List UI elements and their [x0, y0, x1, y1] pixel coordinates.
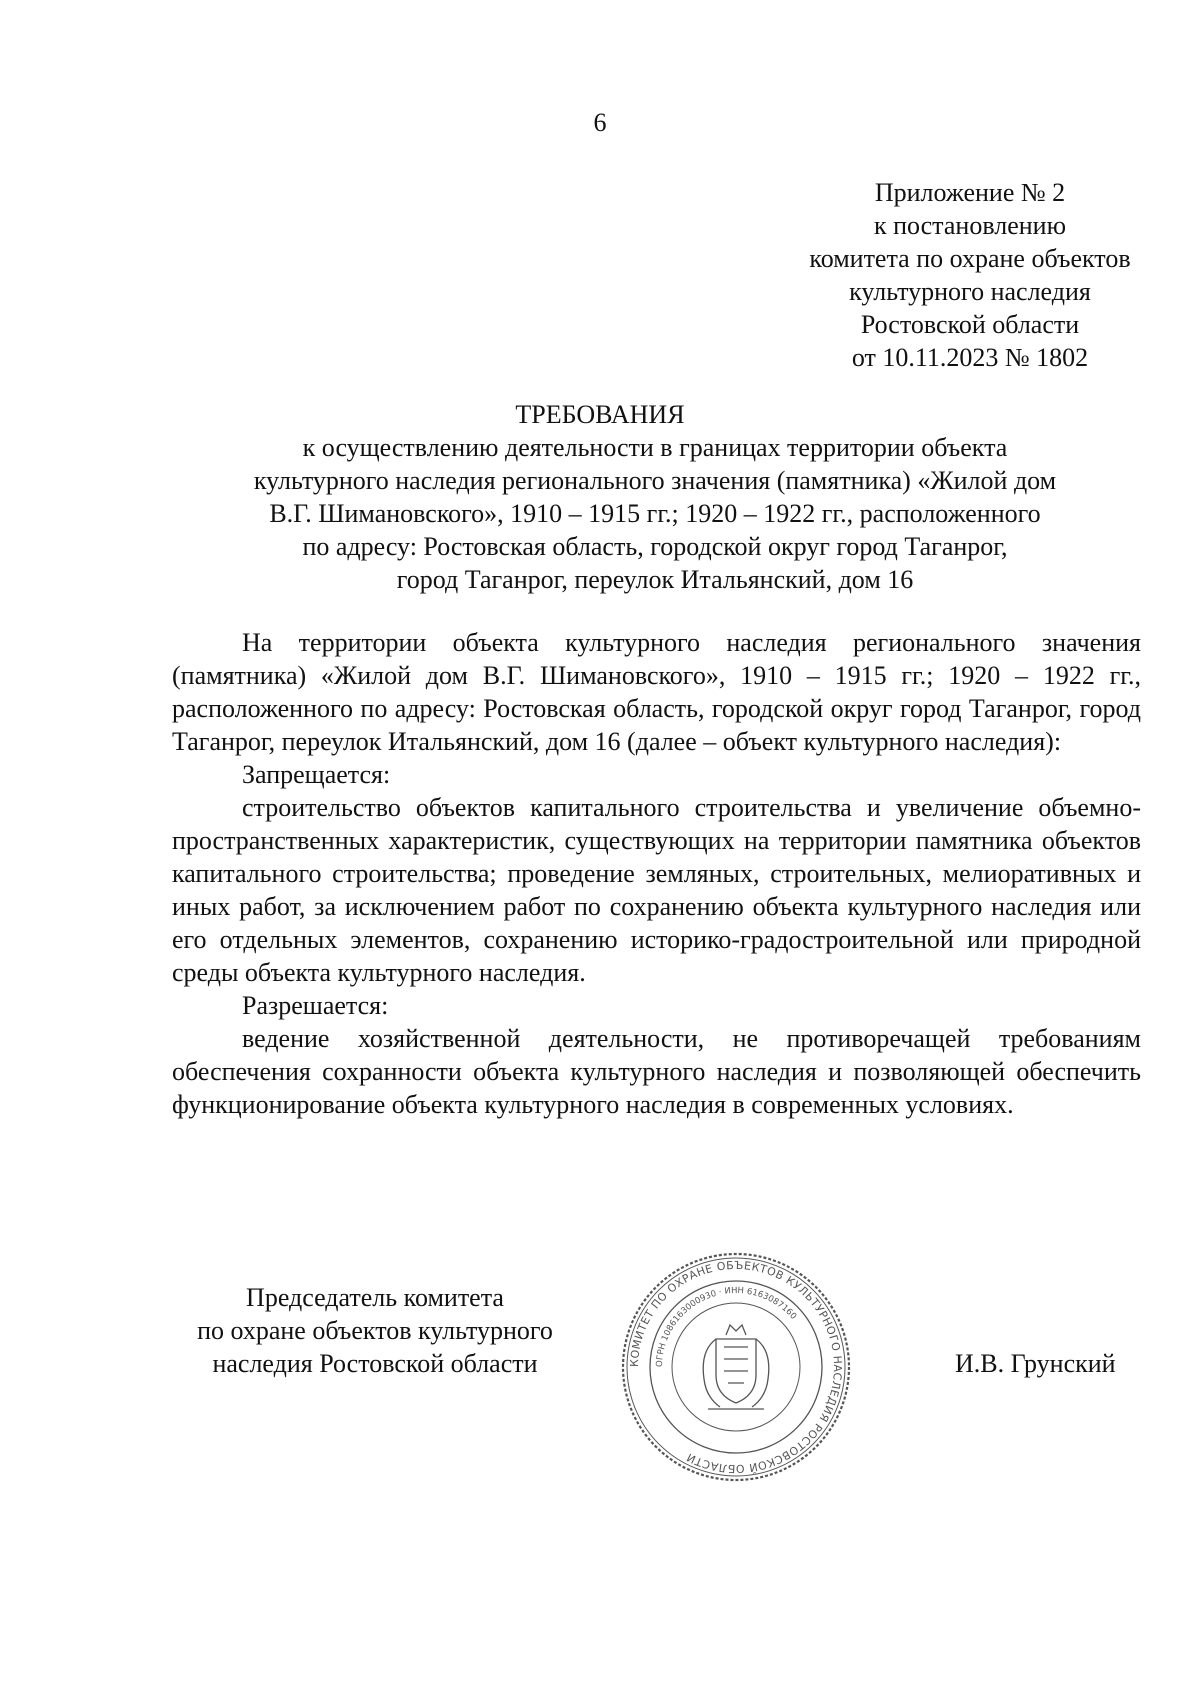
- page-number: 6: [593, 108, 607, 137]
- stamp-outer-text: КОМИТЕТ ПО ОХРАНЕ ОБЪЕКТОВ КУЛЬТУРНОГО НАСЛЕДИЯ РОСТОВСКОЙ ОБЛАСТИ: [627, 1258, 845, 1476]
- appendix-header: [740, 176, 1200, 374]
- appendix-line: к постановлению: [873, 211, 1067, 240]
- document-title: ТРЕБОВАНИЯ: [515, 400, 685, 429]
- appendix-line: комитета по охране объектов: [809, 244, 1131, 273]
- position-line: Председатель комитета: [246, 1283, 504, 1312]
- document-body: [172, 626, 1141, 1121]
- appendix-line: культурного наследия: [849, 277, 1091, 306]
- appendix-line: Ростовской области: [860, 310, 1080, 339]
- subtitle-line: по адресу: Ростовская область, городской округ город Таганрог,: [302, 532, 1008, 561]
- official-seal-stamp: [620, 1251, 852, 1483]
- position-line: наследия Ростовской области: [212, 1349, 538, 1378]
- intro-paragraph: На территории объекта культурного наследия регионального значения (памятника) «Жилой дом В.Г. Шимановского», 1910 – 1915 гг.; 1920 – 1922 гг., расположенного по адресу: Ростовская область, городской округ город Таганрог, город Таганрог, переулок Итальянский, дом 16 (далее – объект культурного наследия):: [172, 628, 1141, 756]
- prohibited-label: Запрещается:: [242, 760, 391, 789]
- stamp-inner-text: ОГРН 1086163000930 · ИНН 6163087160: [654, 1285, 799, 1368]
- position-line: по охране объектов культурного: [197, 1316, 553, 1345]
- appendix-line: от 10.11.2023 № 1802: [851, 343, 1089, 372]
- coat-of-arms-emblem: [703, 1325, 769, 1409]
- allowed-paragraph: ведение хозяйственной деятельности, не противоречащей требованиям обеспечения сохранности объекта культурного наследия и позволяющей обеспечить функционирование объекта культурного наследия в современных условиях.: [172, 1024, 1141, 1119]
- prohibited-paragraph: строительство объектов капитального строительства и увеличение объемно-пространственных характеристик, существующих на территории памятника объектов капитального строительства; проведение земляных, строительных, мелиоративных и иных работ, за исключением работ по сохранению объекта культурного наследия или его отдельных элементов, сохранению историко-градостроительной или природной среды объекта культурного наследия.: [172, 793, 1141, 987]
- signer-name: И.В. Грунский: [955, 1349, 1116, 1378]
- document-subtitle: [210, 431, 1100, 596]
- subtitle-line: В.Г. Шимановского», 1910 – 1915 гг.; 1920 – 1922 гг., расположенного: [269, 499, 1041, 528]
- subtitle-line: город Таганрог, переулок Итальянский, дом 16: [396, 565, 914, 594]
- signature-position: [150, 1281, 600, 1380]
- subtitle-line: к осуществлению деятельности в границах территории объекта: [302, 433, 1008, 462]
- subtitle-line: культурного наследия регионального значения (памятника) «Жилой дом: [253, 466, 1057, 495]
- allowed-label: Разрешается:: [242, 991, 389, 1020]
- appendix-line: Приложение № 2: [874, 178, 1066, 207]
